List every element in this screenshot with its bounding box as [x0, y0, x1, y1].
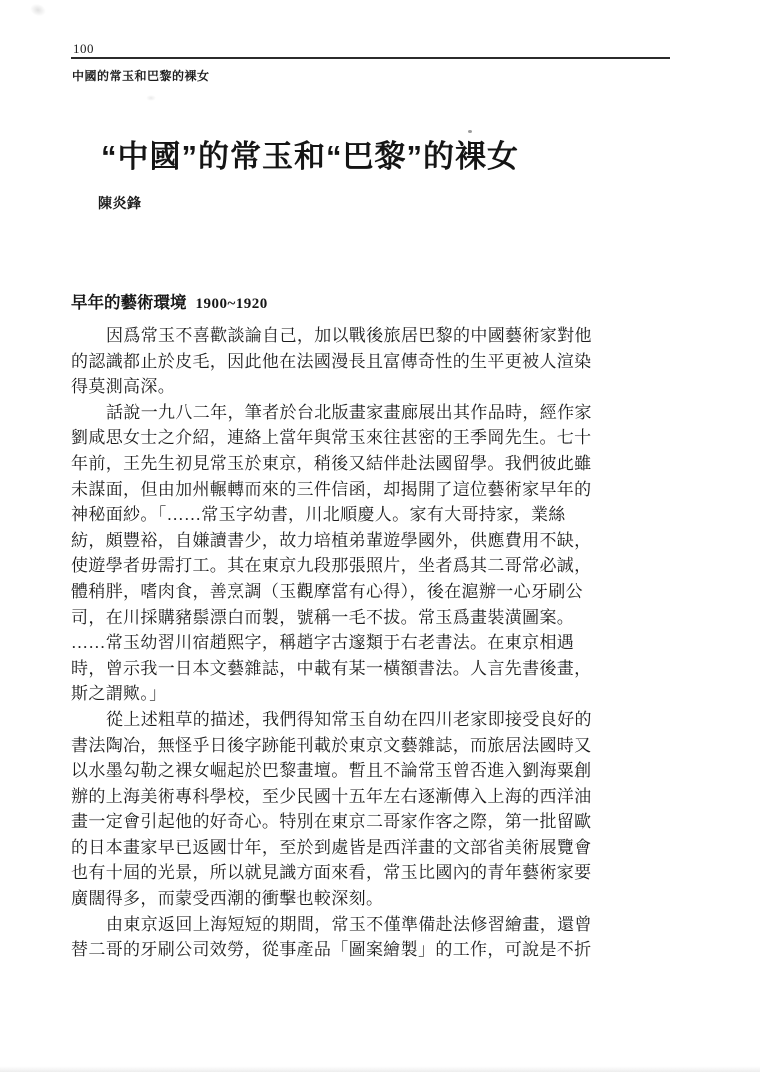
text-line: 劉咸思女士之介紹，連絡上當年與常玉來往甚密的王季岡先生。七十 [71, 428, 592, 448]
scan-smudge-artifact [28, 2, 47, 19]
text-line: 因爲常玉不喜歡談論自己，加以戰後旅居巴黎的中國藝術家對他 [106, 326, 592, 345]
text-line: 話說一九八二年，筆者於台北版畫家畫廊展出其作品時，經作家 [106, 402, 592, 422]
text-line: 畫一定會引起他的好奇心。特別在東京二哥家作客之際，第一批留歐 [71, 812, 592, 832]
text-line: 替二哥的牙刷公司效勞，從事產品「圖案繪製」的工作，可說是不折 [71, 940, 592, 960]
scan-speck-artifact [146, 95, 156, 101]
header-rule [71, 57, 670, 59]
text-line: 也有十屆的光景，所以就見識方面來看，常玉比國內的青年藝術家要 [71, 863, 592, 883]
text-line: ……常玉幼習川宿趙熙字，稱趙字古邃類于右老書法。在東京相遇 [71, 633, 575, 653]
text-line: 時，曾示我一日本文藝雜誌，中載有某一橫額書法。人言先書後畫， [71, 658, 592, 678]
text-line: 的認識都止於皮毛，因此他在法國漫長且富傳奇性的生平更被人渲染 [71, 351, 592, 371]
text-line: 紡，頗豐裕，自嫌讀書少，故力培植弟輩遊學國外，供應費用不缺， [71, 530, 592, 550]
text-line: 以水墨勾勒之裸女崛起於巴黎畫壇。暫且不論常玉曾否進入劉海粟創 [71, 761, 592, 781]
text-line: 司，在川採購豬鬃漂白而製，號稱一毛不拔。常玉爲畫裝潢圖案。 [71, 607, 575, 627]
text-line: 神秘面紗。「……常玉字幼書，川北順慶人。家有大哥持家，業絲 [71, 505, 566, 525]
text-line: 書法陶冶，無怪乎日後字跡能刊載於東京文藝雜誌，而旅居法國時又 [71, 735, 592, 755]
author-name: 陳炎鋒 [98, 197, 142, 212]
text-line: 未謀面，但由加州輾轉而來的三件信函，却揭開了這位藝術家早年的 [71, 479, 592, 499]
text-line: 得莫測高深。 [71, 377, 176, 397]
text-line: 年前，王先生初見常玉於東京，稍後又結伴赴法國留學。我們彼此雖 [71, 453, 592, 473]
scan-speck-artifact [468, 130, 472, 133]
text-line: 使遊學者毋需打工。其在東京九段那張照片，坐者爲其二哥常必誠， [71, 556, 592, 576]
text-line: 辦的上海美術專科學校，至少民國十五年左右逐漸傳入上海的西洋油 [71, 786, 592, 806]
page-number: 100 [73, 41, 94, 56]
text-line: 的日本畫家早已返國廿年，至於到處皆是西洋畫的文部省美術展覽會 [71, 837, 592, 857]
text-line: 體稍胖，嗜肉食，善烹調（玉觀摩當有心得），後在滬辦一心牙刷公 [71, 581, 583, 601]
text-line: 斯之謂歟。」 [71, 684, 167, 704]
section-heading-text: 早年的藝術環境 [71, 293, 187, 312]
text-line: 由東京返回上海短短的期間，常玉不僅準備赴法修習繪畫，還曾 [106, 914, 592, 934]
scan-page-edge [0, 1066, 760, 1072]
section-heading-years: 1900~1920 [195, 296, 268, 312]
article-title: “中國”的常玉和“巴黎”的裸女 [101, 139, 519, 174]
body-text [71, 323, 595, 963]
section-heading [71, 289, 268, 313]
text-line: 從上述粗草的描述，我們得知常玉自幼在四川老家即接受良好的 [106, 709, 592, 729]
running-header: 中國的常玉和巴黎的裸女 [72, 69, 210, 83]
text-line: 廣闊得多，而蒙受西潮的衝擊也較深刻。 [71, 889, 384, 909]
